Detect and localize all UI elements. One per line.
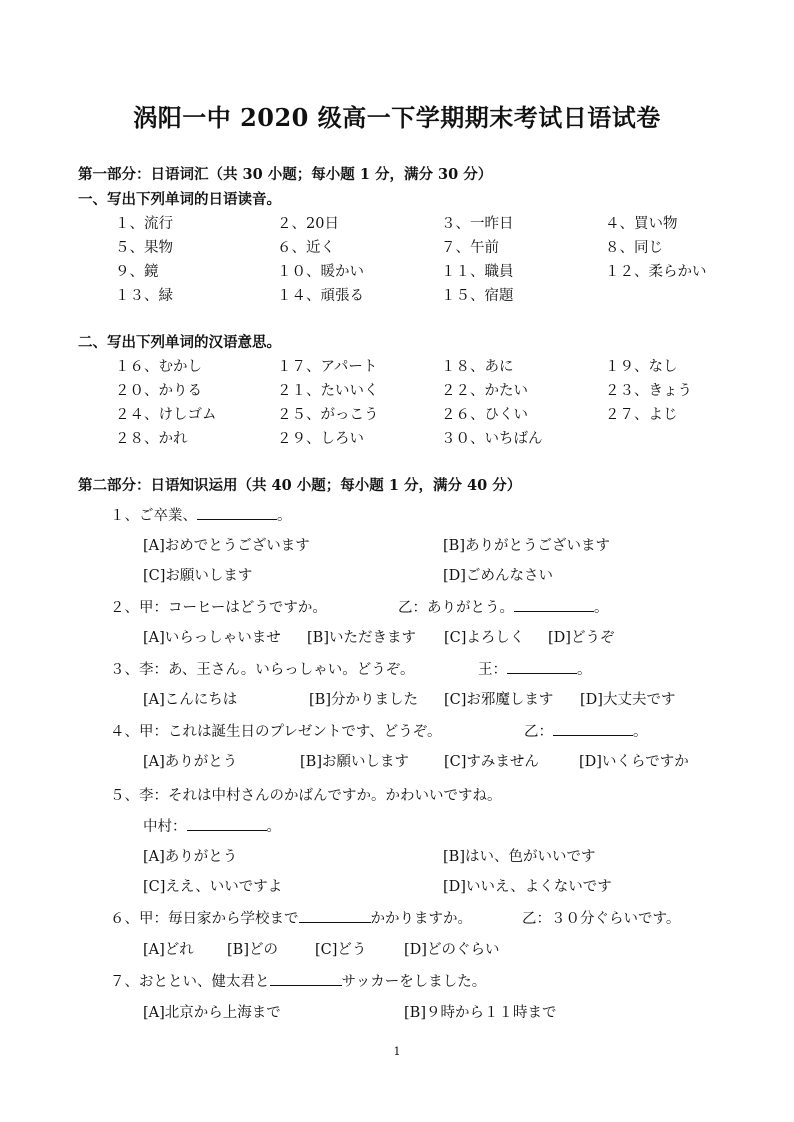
option-b: [B]はい、色がいいです (443, 849, 596, 865)
option-c: [C]お邪魔します (444, 692, 554, 708)
question-6-reply: 乙：３０分ぐらいです。 (522, 911, 681, 927)
vocab-item: ３、一昨日 (441, 216, 514, 232)
vocab-item: １７、アパート (277, 359, 378, 375)
question-text: 。 (577, 662, 592, 678)
vocab-item: ３０、いちばん (441, 431, 543, 447)
vocab-item: １５、宿題 (441, 288, 514, 304)
answer-blank (187, 816, 267, 831)
question-6 (110, 907, 472, 928)
answer-blank (270, 971, 342, 986)
vocab-item: ２３、きょう (605, 383, 692, 399)
option-b: [B]いただきます (307, 630, 416, 646)
vocab-item: ２６、ひくい (441, 407, 528, 423)
vocab-item: １、流行 (115, 216, 173, 232)
question-text: １、ご卒業、 (110, 508, 197, 524)
vocab-item: １０、暖かい (277, 264, 364, 280)
vocab-row (115, 260, 735, 282)
question-text: ７、おととい、健太君と (110, 974, 270, 990)
section2-heading: 二、写出下列单词的汉语意思。 (78, 334, 281, 351)
question-7 (110, 970, 486, 991)
option-c: [C]お願いします (143, 568, 253, 584)
option-a: [A]こんにちは (143, 692, 238, 708)
vocab-item: １４、頑張る (277, 288, 364, 304)
question-text: ４、甲：これは誕生日のプレゼントです、どうぞ。 (110, 724, 442, 740)
question-text: 中村： (143, 819, 187, 835)
question-text: 。 (266, 819, 281, 835)
option-a: [A]どれ (143, 942, 194, 958)
question-3 (110, 658, 415, 679)
vocab-item: ８、同じ (605, 240, 663, 256)
option-b: [B]分かりました (309, 692, 418, 708)
answer-blank (507, 659, 577, 674)
question-text: ６、甲：毎日家から学校まで (110, 911, 299, 927)
question-text: ２、甲：コーヒーはどうですか。 (110, 600, 327, 616)
option-b: [B]９時から１１時まで (404, 1005, 557, 1021)
question-5 (110, 784, 502, 805)
vocab-item: １８、あに (441, 359, 514, 375)
vocab-item: ２４、けしゴム (115, 407, 217, 423)
vocab-item: ２１、たいいく (277, 383, 379, 399)
answer-blank (514, 597, 594, 612)
question-text: 乙：ありがとう。 (398, 600, 514, 616)
question-text: 。 (594, 600, 609, 616)
question-text: 乙： (524, 724, 553, 740)
question-4-reply (524, 720, 648, 741)
answer-blank (197, 505, 277, 520)
question-text: 王： (478, 662, 507, 678)
vocab-row (115, 284, 735, 306)
vocab-item: ２７、よじ (605, 407, 678, 423)
vocab-row (115, 427, 735, 449)
question-text: サッカーをしました。 (341, 974, 487, 990)
vocab-row (115, 212, 735, 234)
vocab-row (115, 236, 735, 258)
question-2-reply (398, 596, 609, 617)
option-b: [B]ありがとうございます (443, 538, 610, 554)
option-d: [D]どうぞ (548, 630, 615, 646)
vocab-row (115, 403, 735, 425)
vocab-item: １１、職員 (441, 264, 514, 280)
option-a: [A]ありがとう (143, 849, 238, 865)
vocab-item: ２５、がっこう (277, 407, 379, 423)
question-2 (110, 596, 327, 617)
option-d: [D]いくらですか (579, 754, 689, 770)
option-c: [C]どう (315, 942, 367, 958)
question-4 (110, 720, 441, 741)
section1-heading: 一、写出下列单词的日语读音。 (78, 191, 281, 208)
page-number: 1 (393, 1045, 401, 1058)
vocab-item: ４、買い物 (605, 216, 678, 232)
vocab-item: ２８、かれ (115, 431, 188, 447)
option-a: [A]いらっしゃいませ (143, 630, 281, 646)
vocab-item: ２２、かたい (441, 383, 528, 399)
answer-blank (299, 908, 371, 923)
question-text: 。 (633, 724, 648, 740)
vocab-item: ６、近く (277, 240, 335, 256)
option-a: [A]ありがとう (143, 754, 238, 770)
question-5-reply (143, 815, 281, 836)
part1-heading: 第一部分：日语词汇（共 30 小题；每小题 1 分，满分 30 分） (78, 166, 493, 183)
question-text: かかりますか。 (370, 911, 472, 927)
option-d: [D]ごめんなさい (443, 568, 553, 584)
question-text: ５、李：それは中村さんのかばんですか。かわいいですね。 (110, 788, 502, 804)
answer-blank (553, 721, 633, 736)
part2-heading: 第二部分：日语知识运用（共 40 小题；每小题 1 分，满分 40 分） (78, 477, 522, 494)
option-d: [D]大丈夫です (580, 692, 676, 708)
vocab-item: ５、果物 (115, 240, 173, 256)
option-a: [A]北京から上海まで (143, 1005, 281, 1021)
option-b: [B]お願いします (300, 754, 409, 770)
vocab-item: ７、午前 (441, 240, 499, 256)
vocab-row (115, 355, 735, 377)
option-b: [B]どの (227, 942, 278, 958)
question-3-reply (478, 658, 592, 679)
vocab-item: ２、20日 (277, 216, 339, 232)
vocab-item: １９、なし (605, 359, 678, 375)
vocab-item: １６、むかし (115, 359, 202, 375)
question-text: ３、李：あ、王さん。いらっしゃい。どうぞ。 (110, 662, 415, 678)
option-d: [D]どのぐらい (404, 942, 500, 958)
question-text: 。 (277, 508, 292, 524)
page-title: 涡阳一中 2020 级高一下学期期末考试日语试卷 (133, 103, 661, 132)
vocab-item: １３、緑 (115, 288, 173, 304)
vocab-item: ２９、しろい (277, 431, 364, 447)
vocab-item: ９、鏡 (115, 264, 159, 280)
vocab-row (115, 379, 735, 401)
option-d: [D]いいえ、よくないです (443, 879, 612, 895)
option-c: [C]よろしく (444, 630, 525, 646)
vocab-item: １２、柔らかい (605, 264, 707, 280)
option-c: [C]ええ、いいですよ (143, 879, 283, 895)
question-1 (110, 504, 292, 525)
vocab-item: ２０、かりる (115, 383, 202, 399)
option-a: [A]おめでとうございます (143, 538, 310, 554)
option-c: [C]すみません (444, 754, 539, 770)
